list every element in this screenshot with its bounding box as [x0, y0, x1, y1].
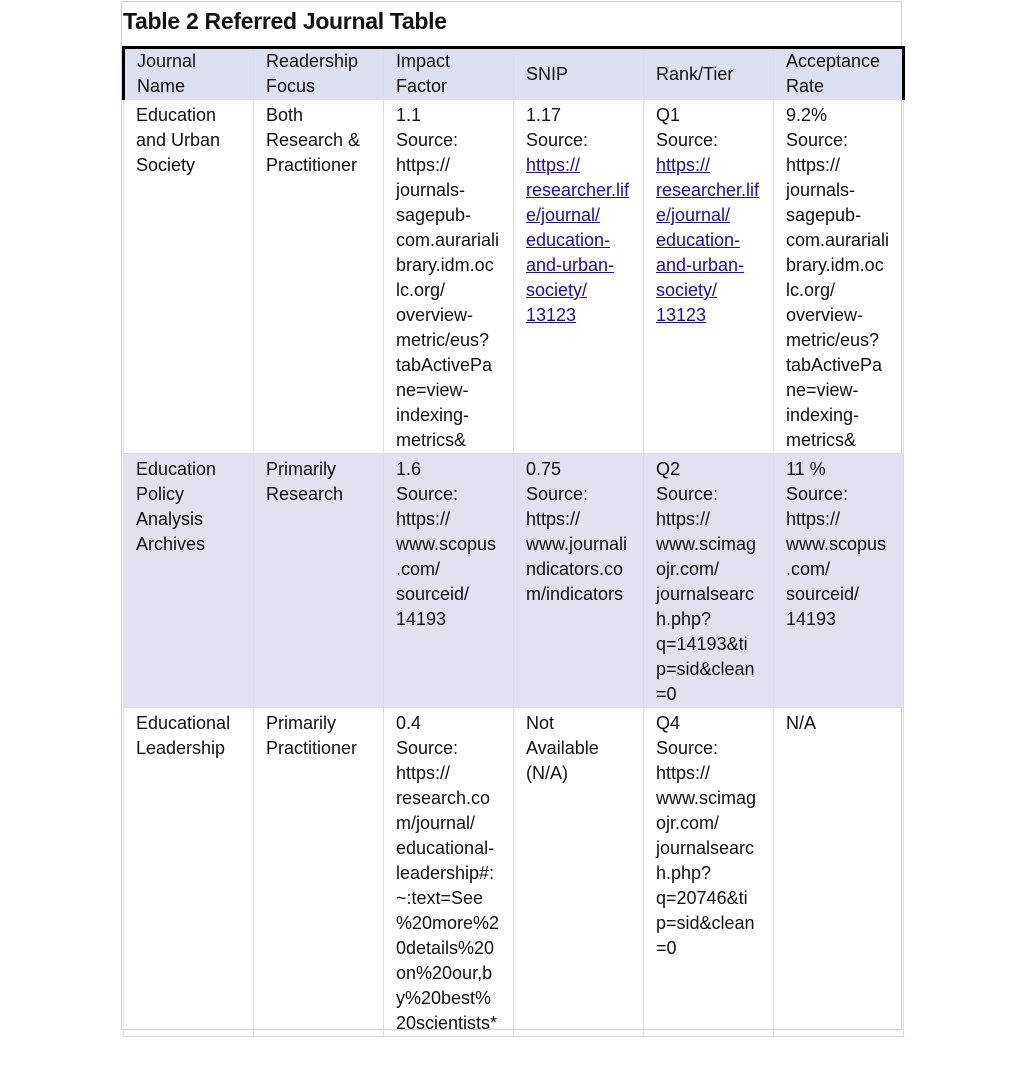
- source-link[interactable]: [526, 153, 643, 328]
- cell-text: Educational: [136, 713, 231, 733]
- cell-journal-name: [124, 100, 254, 454]
- header-text: SNIP: [526, 63, 569, 84]
- table-title: Table 2 Referred Journal Table: [123, 8, 447, 34]
- source-link-text[interactable]: e/journal/: [656, 205, 731, 225]
- cell-text: www.scopus: [786, 534, 887, 554]
- cell-text: Q2: [656, 459, 681, 479]
- cell-text: Source:: [656, 738, 719, 758]
- cell-text: Research: [266, 484, 344, 504]
- source-link-text[interactable]: and-urban-: [656, 255, 745, 275]
- cell-text: metrics&: [396, 430, 467, 450]
- source-link[interactable]: [656, 153, 773, 328]
- cell-impact-factor: [384, 100, 514, 454]
- cell-snip: [514, 100, 644, 454]
- cell-text: Primarily: [266, 459, 336, 479]
- cell-text: Research &: [266, 130, 361, 150]
- source-link-text[interactable]: e/journal/: [526, 205, 601, 225]
- cell-text: q=20746&ti: [656, 888, 748, 908]
- cell-text: Source:: [396, 130, 459, 150]
- cell-text: Primarily: [266, 713, 336, 733]
- cell-journal-name: [124, 454, 254, 708]
- cell-text: journals-: [786, 180, 856, 200]
- cell-text: tabActivePa: [786, 355, 883, 375]
- header-text: Focus: [266, 76, 316, 96]
- header-acceptance-rate: [774, 48, 904, 100]
- cell-text: https://: [786, 509, 841, 529]
- cell-text: m/journal/: [396, 813, 476, 833]
- header-text: Name: [137, 76, 186, 96]
- cell-text: 1.17: [526, 105, 562, 125]
- cell-text: Source:: [526, 484, 589, 504]
- table-row: [124, 708, 904, 1037]
- table-row: [124, 454, 904, 708]
- cell-text: Q4: [656, 713, 681, 733]
- cell-text: =0: [656, 938, 677, 958]
- cell-text: N/A: [786, 713, 817, 733]
- cell-text: www.scimag: [656, 534, 757, 554]
- cell-text: Leadership: [136, 738, 226, 758]
- cell-text: Source:: [786, 130, 849, 150]
- cell-text: 0details%20: [396, 938, 495, 958]
- cell-text: 1.6: [396, 459, 422, 479]
- cell-text: .com/: [396, 559, 441, 579]
- cell-text: 0.75: [526, 459, 562, 479]
- cell-text: Policy: [136, 484, 185, 504]
- cell-acceptance-rate: [774, 454, 904, 708]
- cell-text: (N/A): [526, 763, 568, 783]
- cell-text: www.scopus: [396, 534, 497, 554]
- cell-text: Practitioner: [266, 738, 358, 758]
- header-rank-tier: [644, 48, 774, 100]
- cell-text: 9.2%: [786, 105, 828, 125]
- cell-text: Available: [526, 738, 599, 758]
- cell-rank-tier: [644, 100, 774, 454]
- cell-text: Society: [136, 155, 196, 175]
- cell-text: sagepub-: [786, 205, 862, 225]
- cell-text: com.aurariali: [786, 230, 890, 250]
- cell-text: https://: [786, 155, 841, 175]
- source-link-text[interactable]: 13123: [526, 305, 577, 325]
- cell-text: journals-: [396, 180, 466, 200]
- cell-text: and Urban: [136, 130, 221, 150]
- cell-text: https://: [396, 155, 451, 175]
- cell-rank-tier: [644, 708, 774, 1037]
- cell-text: lc.org/: [396, 280, 446, 300]
- header-text: Readership: [266, 51, 359, 71]
- cell-text: overview-: [786, 305, 864, 325]
- cell-text: leadership#:: [396, 863, 495, 883]
- cell-text: p=sid&clean: [656, 913, 755, 933]
- source-link-text[interactable]: researcher.lif: [656, 180, 760, 200]
- cell-text: ne=view-: [396, 380, 469, 400]
- header-text: Acceptance: [786, 51, 881, 71]
- cell-impact-factor: [384, 708, 514, 1037]
- cell-text: metric/eus?: [786, 330, 880, 350]
- header-text: Rate: [786, 76, 825, 96]
- cell-text: ojr.com/: [656, 559, 720, 579]
- cell-text: ne=view-: [786, 380, 859, 400]
- cell-text: research.co: [396, 788, 491, 808]
- cell-text: Source:: [786, 484, 849, 504]
- cell-text: overview-: [396, 305, 474, 325]
- cell-text: 20scientists*: [396, 1013, 498, 1033]
- cell-text: ojr.com/: [656, 813, 720, 833]
- cell-text: on%20our,b: [396, 963, 493, 983]
- journal-table: [122, 46, 905, 1037]
- cell-text: educational-: [396, 838, 495, 858]
- cell-acceptance-rate: [774, 100, 904, 454]
- source-link-text[interactable]: society/: [526, 280, 588, 300]
- cell-text: Source:: [396, 484, 459, 504]
- cell-text: Analysis: [136, 509, 204, 529]
- cell-snip: [514, 454, 644, 708]
- cell-journal-name: [124, 708, 254, 1037]
- cell-text: https://: [396, 509, 451, 529]
- source-link-text[interactable]: education-: [526, 230, 611, 250]
- cell-text: sourceid/: [786, 584, 860, 604]
- cell-text: Both: [266, 105, 304, 125]
- table-header-row: [124, 48, 904, 100]
- cell-text: =0: [656, 684, 677, 704]
- cell-text: indexing-: [786, 405, 860, 425]
- cell-text: sourceid/: [396, 584, 470, 604]
- cell-text: h.php?: [656, 863, 712, 883]
- cell-text: journalsearc: [656, 584, 755, 604]
- cell-text: Archives: [136, 534, 206, 554]
- source-link-text[interactable]: and-urban-: [526, 255, 615, 275]
- header-snip: [514, 48, 644, 100]
- cell-acceptance-rate: [774, 708, 904, 1037]
- header-impact-factor: [384, 48, 514, 100]
- header-journal-name: [124, 48, 254, 100]
- cell-text: metric/eus?: [396, 330, 490, 350]
- source-link-text[interactable]: education-: [656, 230, 741, 250]
- cell-readership-focus: [254, 708, 384, 1037]
- header-text: Journal: [137, 51, 197, 71]
- cell-text: Source:: [526, 130, 589, 150]
- header-readership-focus: [254, 48, 384, 100]
- source-link-text[interactable]: 13123: [656, 305, 707, 325]
- cell-text: Source:: [656, 484, 719, 504]
- cell-text: ndicators.co: [526, 559, 624, 579]
- cell-text: 14193: [396, 609, 447, 629]
- cell-text: .com/: [786, 559, 831, 579]
- cell-text: https://: [396, 763, 451, 783]
- cell-text: %20more%2: [396, 913, 500, 933]
- cell-impact-factor: [384, 454, 514, 708]
- cell-text: y%20best%: [396, 988, 492, 1008]
- cell-text: 11 %: [786, 459, 826, 479]
- cell-text: www.journali: [526, 534, 628, 554]
- cell-text: lc.org/: [786, 280, 836, 300]
- cell-text: brary.idm.oc: [396, 255, 494, 275]
- cell-text: Not: [526, 713, 555, 733]
- cell-text: Education: [136, 459, 217, 479]
- source-link-text[interactable]: https://: [526, 155, 581, 175]
- cell-text: Q1: [656, 105, 681, 125]
- cell-text: tabActivePa: [396, 355, 493, 375]
- cell-text: metrics&: [786, 430, 857, 450]
- cell-text: Education: [136, 105, 217, 125]
- source-link-text[interactable]: society/: [656, 280, 718, 300]
- cell-text: indexing-: [396, 405, 470, 425]
- cell-text: 14193: [786, 609, 837, 629]
- cell-text: q=14193&ti: [656, 634, 748, 654]
- cell-text: https://: [526, 509, 581, 529]
- source-link-text[interactable]: https://: [656, 155, 711, 175]
- cell-text: Practitioner: [266, 155, 358, 175]
- cell-text: brary.idm.oc: [786, 255, 884, 275]
- cell-text: p=sid&clean: [656, 659, 755, 679]
- cell-text: journalsearc: [656, 838, 755, 858]
- cell-readership-focus: [254, 454, 384, 708]
- cell-text: com.aurariali: [396, 230, 500, 250]
- cell-text: 1.1: [396, 105, 422, 125]
- cell-text: h.php?: [656, 609, 712, 629]
- cell-text: https://: [656, 509, 711, 529]
- cell-text: www.scimag: [656, 788, 757, 808]
- cell-text: https://: [656, 763, 711, 783]
- header-text: Impact: [396, 51, 451, 71]
- cell-text: m/indicators: [526, 584, 624, 604]
- source-link-text[interactable]: researcher.lif: [526, 180, 630, 200]
- header-text: Rank/Tier: [656, 63, 734, 84]
- cell-snip: [514, 708, 644, 1037]
- cell-rank-tier: [644, 454, 774, 708]
- cell-text: Source:: [396, 738, 459, 758]
- cell-readership-focus: [254, 100, 384, 454]
- header-text: Factor: [396, 76, 448, 96]
- cell-text: ~:text=See: [396, 888, 484, 908]
- cell-text: sagepub-: [396, 205, 472, 225]
- cell-text: Source:: [656, 130, 719, 150]
- cell-text: 0.4: [396, 713, 422, 733]
- table-row: [124, 100, 904, 454]
